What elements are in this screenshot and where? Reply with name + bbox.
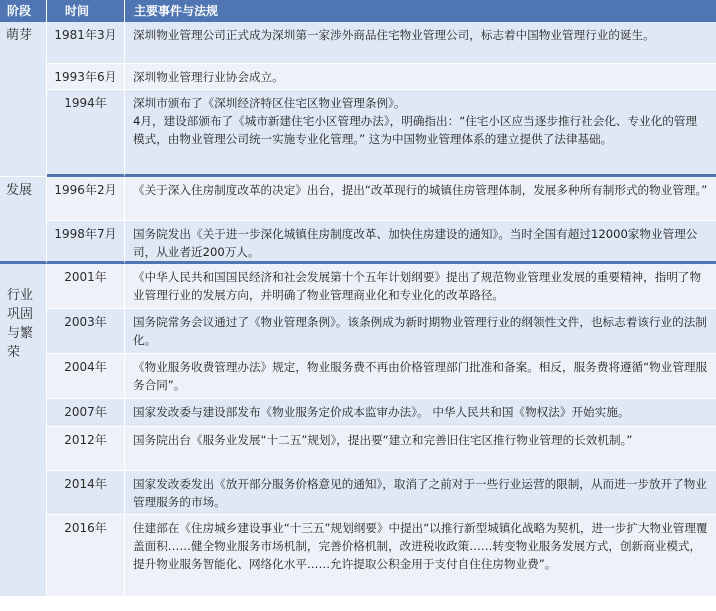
year-cell: 2007年 — [47, 399, 125, 427]
year-cell: 1998年7月 — [47, 221, 125, 264]
year-cell: 2016年 — [47, 515, 125, 597]
event-cell: 《关于深入住房制度改革的决定》出台，提出“改革现行的城镇住房管理体制，发展多种所有制形式的物业管理。” — [125, 177, 716, 221]
event-cell: 国家发改委与建设部发布《物业服务定价成本监审办法》。 中华人民共和国《物权法》开始实施。 — [125, 399, 716, 427]
header-events: 主要事件与法规 — [125, 0, 716, 22]
header-time: 时间 — [47, 0, 125, 22]
event-cell: 《物业服务收费管理办法》规定，物业服务费不再由价格管理部门批准和备案。相反，服务费将遵循“物业管理服务合同”。 — [125, 354, 716, 399]
event-cell: 国家发改委发出《放开部分服务价格意见的通知》，取消了之前对于一些行业运营的限制，从而进一步放开了物业管理服务的市场。 — [125, 471, 716, 515]
phase-cell: 行业巩固与繁荣 — [0, 264, 47, 597]
year-cell: 2004年 — [47, 354, 125, 399]
phase-cell: 发展 — [0, 177, 47, 264]
year-cell: 1993年6月 — [47, 64, 125, 90]
event-cell: 深圳物业管理行业协会成立。 — [125, 64, 716, 90]
year-cell: 1996年2月 — [47, 177, 125, 221]
event-cell: 国务院常务会议通过了《物业管理条例》。该条例成为新时期物业管理行业的纲领性文件，也标志着该行业的法制化。 — [125, 309, 716, 354]
year-cell: 2003年 — [47, 309, 125, 354]
year-cell: 1981年3月 — [47, 22, 125, 64]
event-cell: 《中华人民共和国国民经济和社会发展第十个五年计划纲要》提出了规范物业管理业发展的重要精神，指明了物业管理行业的发展方向，并明确了物业管理商业化和专业化的改革路径。 — [125, 264, 716, 309]
phase-cell: 萌芽 — [0, 22, 47, 177]
event-cell: 住建部在《住房城乡建设事业“十三五”规划纲要》中提出“以推行新型城镇化战略为契机，进一步扩大物业管理覆盖面积……健全物业服务市场机制，完善价格机制，改进税收政策……转变物业服务发展方式，创新商业模式，提升物业服务智能化、网络化水平……允许提取公积金用于支付自住住房物业费”。 — [125, 515, 716, 597]
header-phase: 阶段 — [0, 0, 47, 22]
year-cell: 2001年 — [47, 264, 125, 309]
year-cell: 2012年 — [47, 427, 125, 471]
year-cell: 2014年 — [47, 471, 125, 515]
event-cell: 国务院出台《服务业发展“十二五”规划》，提出要“建立和完善旧住宅区推行物业管理的长效机制。” — [125, 427, 716, 471]
event-cell: 深圳市颁布了《深圳经济特区住宅区物业管理条例》。 4月，建设部颁布了《城市新建住宅小区管理办法》，明确指出：“住宅小区应当逐步推行社会化、专业化的管理模式，由物业管理公司统一实施专业化管理。” 这为中国物业管理体系的建立提供了法律基础。 — [125, 90, 716, 177]
event-cell: 深圳物业管理公司正式成为深圳第一家涉外商品住宅物业管理公司，标志着中国物业管理行业的诞生。 — [125, 22, 716, 64]
year-cell: 1994年 — [47, 90, 125, 177]
event-cell: 国务院发出《关于进一步深化城镇住房制度改革、加快住房建设的通知》。当时全国有超过12000家物业管理公司，从业者近200万人。 — [125, 221, 716, 264]
